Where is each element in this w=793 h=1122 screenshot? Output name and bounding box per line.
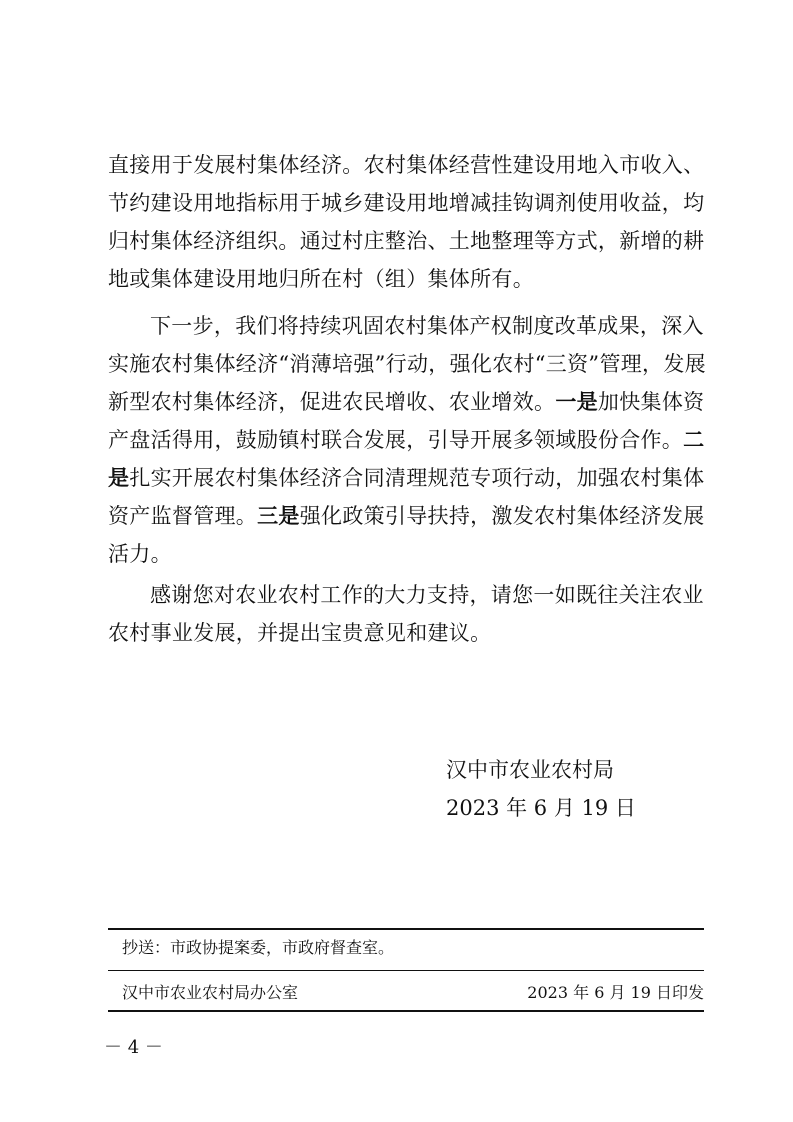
paragraph-2-line: 活力。 xyxy=(108,542,172,566)
footer-top-rule xyxy=(108,928,704,930)
paragraph-1-line: 地或集体建设用地归所在村（组）集体所有。 xyxy=(108,267,534,291)
emphasis-second: 二 xyxy=(683,428,705,452)
paragraph-1-line: 归村集体经济组织。通过村庄整治、土地整理等方式，新增的耕 xyxy=(108,229,705,253)
paragraph-2-text: 新型农村集体经济，促进农民增收、农业增效。 xyxy=(108,390,556,414)
paragraph-2-line: 实施农村集体经济“消薄培强”行动，强化农村“三资”管理，发展 xyxy=(108,352,706,376)
signature-date: 2023 年 6 月 19 日 xyxy=(446,796,636,820)
paragraph-2-line xyxy=(108,387,705,417)
paragraph-2-line: 下一步，我们将持续巩固农村集体产权制度改革成果，深入 xyxy=(150,314,704,338)
emphasis-third: 三是 xyxy=(257,504,300,528)
paragraph-2-text: 产盘活得用，鼓励镇村联合发展，引导开展多领域股份合作。 xyxy=(108,428,684,452)
emphasis-first: 一是 xyxy=(555,390,598,414)
paragraph-1-line: 节约建设用地指标用于城乡建设用地增减挂钩调剂使用收益，均 xyxy=(108,191,705,215)
paragraph-3-line: 感谢您对农业农村工作的大力支持，请您一如既往关注农业 xyxy=(150,583,704,607)
footer-issuer: 汉中市农业农村局办公室 xyxy=(122,983,299,1002)
paragraph-2-text: 扎实开展农村集体经济合同清理规范专项行动，加强农村集体 xyxy=(129,466,705,490)
paragraph-1-line: 直接用于发展村集体经济。农村集体经营性建设用地入市收入、 xyxy=(108,153,705,177)
footer-middle-rule xyxy=(108,970,704,971)
paragraph-2-line xyxy=(108,425,705,455)
paragraph-2-line xyxy=(108,463,705,493)
signature-org: 汉中市农业农村局 xyxy=(446,758,614,782)
paragraph-2-text: 加快集体资 xyxy=(597,390,705,414)
paragraph-3-line: 农村事业发展，并提出宝贵意见和建议。 xyxy=(108,621,492,645)
footer-bottom-rule xyxy=(108,1010,704,1012)
paragraph-2-line xyxy=(108,501,705,531)
footer-cc: 抄送：市政协提案委，市政府督查室。 xyxy=(122,938,395,957)
emphasis-second-cont: 是 xyxy=(108,466,130,490)
footer-issue-date: 2023 年 6 月 19 日印发 xyxy=(527,983,704,1002)
page-number: － 4 － xyxy=(104,1037,163,1058)
paragraph-2-text: 资产监督管理。 xyxy=(108,504,258,528)
paragraph-2-text: 强化政策引导扶持，激发农村集体经济发展 xyxy=(299,504,705,528)
